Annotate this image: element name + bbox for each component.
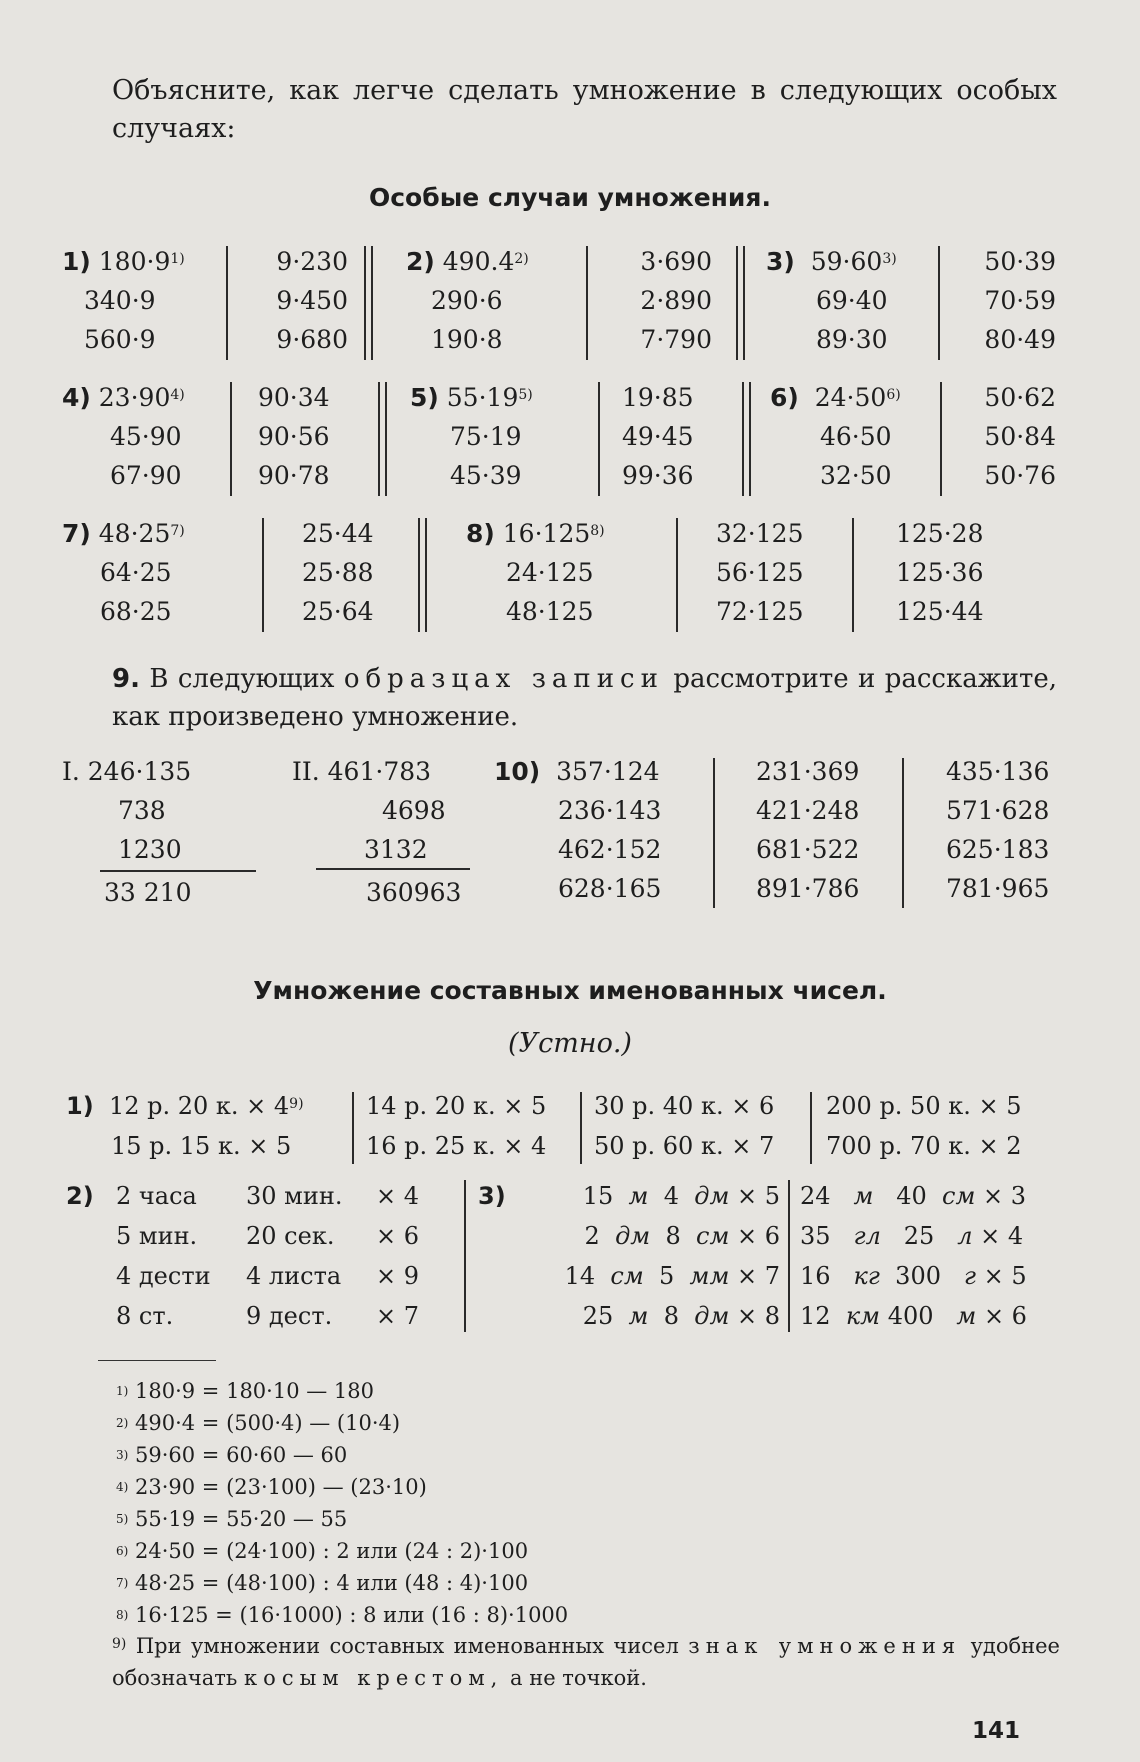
divider (226, 246, 228, 360)
compound-1-col4: 200 р. 50 к. × 5 700 р. 70 к. × 2 (826, 1092, 1022, 1160)
task-10-col2: 231·369 421·248 681·522 891·786 (756, 757, 860, 903)
sample-I: I. 246·135 738 1230 33 210 (62, 757, 192, 907)
group-3-left: 3) $59\cdot 60^{3)}$ 69·40 89·30 (766, 247, 897, 354)
group-8-right: 125·28 125·36 125·44 (896, 519, 984, 626)
group-5-right: 19·85 49·45 99·36 (622, 383, 694, 490)
divider (262, 518, 264, 632)
sample-II: II. 461·783 4698 3132 360963 (292, 757, 462, 907)
footnote-9: $^{9)}$ При умножении составных именованных чисел знак умножения удобнее обозначать косым крестом, а не точкой. (112, 1634, 1060, 1690)
group-6-right: 50·62 50·84 50·76 (984, 383, 1056, 490)
compound-3-label: 3) (478, 1182, 506, 1210)
footnote-rule (98, 1360, 216, 1361)
footnotes (116, 1375, 568, 1631)
footnote-6: $^{6)}$ 24·50 = (24·100) : 2 или (24 : 2)·100 (116, 1539, 529, 1563)
divider (810, 1092, 812, 1164)
divider (940, 382, 942, 496)
compound-1-col1: 1) 12 р. 20 к. × $4^{9)}$ 15 р. 15 к. × 5 (66, 1092, 304, 1160)
divider (713, 758, 715, 908)
double-divider (736, 246, 745, 360)
group-6-left: 6) $24\cdot 50^{6)}$ 46·50 32·50 (770, 383, 901, 490)
divider (598, 382, 600, 496)
group-7-left: 7) $48\cdot 25^{7)}$ 64·25 68·25 (62, 519, 185, 626)
footnote-2: $^{2)}$ 490·4 = (500·4) — (10·4) (116, 1411, 401, 1435)
group-7-right: 25·44 25·88 25·64 (302, 519, 374, 626)
group-8-left: 8) $16\cdot 125^{8)}$ 24·125 48·125 (466, 519, 605, 626)
group-4-right: 90·34 90·56 90·78 (258, 383, 330, 490)
divider (852, 518, 854, 632)
task-10-col1: 10) 357·124 236·143 462·152 628·165 (494, 757, 662, 903)
divider (788, 1180, 790, 1332)
group-5-left: 5) $55\cdot 19^{5)}$ 75·19 45·39 (410, 383, 533, 490)
compound-1-col3: 30 р. 40 к. × 6 50 р. 60 к. × 7 (594, 1092, 775, 1160)
footnote-8: $^{8)}$ 16·125 = (16·1000) : 8 или (16 : 8)·1000 (116, 1603, 569, 1627)
sum-rule (100, 870, 256, 872)
group-1-left: 1) $180\cdot 9^{1)}$ 340·9 560·9 (62, 247, 185, 354)
intro-text: Объясните, как легче сделать умножение в следующих особых случаях: (112, 75, 1057, 144)
task-9-text: 9. В следующих образцах записи рассмотрите и расскажите, как произведено умножение. (112, 664, 1058, 732)
group-4-left: 4) $23\cdot 90^{4)}$ 45·90 67·90 (62, 383, 185, 490)
compound-2: 2) (66, 1182, 94, 1210)
footnote-7: $^{7)}$ 48·25 = (48·100) : 4 или (48 : 4)·100 (116, 1571, 529, 1595)
group-2-right: 3·690 2·890 7·790 (640, 247, 712, 354)
double-divider (364, 246, 373, 360)
footnote-4: $^{4)}$ 23·90 = (23·100) — (23·10) (116, 1475, 427, 1499)
compound-2-rows: 2 часа 30 мин. × 4 5 мин. 20 сек. × 6 4 дести 4 листа × 9 8 ст. 9 дест. × 7 (116, 1182, 420, 1330)
footnote-3: $^{3)}$ 59·60 = 60·60 — 60 (116, 1443, 348, 1467)
double-divider (378, 382, 387, 496)
divider (464, 1180, 466, 1332)
divider (676, 518, 678, 632)
oral-note: (Устно.) (508, 1028, 632, 1059)
section-heading-special-cases: Особые случаи умножения. (368, 183, 771, 212)
compound-3-col1: 15 м 4 дм × 5 2 дм 8 см × 6 14 см 5 мм × 7 25 м 8 дм × 8 (564, 1182, 780, 1330)
double-divider (418, 518, 427, 632)
page-number: 141 (971, 1718, 1020, 1744)
divider (938, 246, 940, 360)
group-2-left: 2) 490.4$^{2)}$ 290·6 190·8 (406, 247, 529, 354)
group-1-right: 9·230 9·450 9·680 (276, 247, 348, 354)
divider (586, 246, 588, 360)
double-divider (742, 382, 751, 496)
divider (902, 758, 904, 908)
compound-3-col2: 24 м 40 см × 3 35 гл 25 л × 4 16 кг 300 г × 5 12 км 400 м × 6 (800, 1182, 1027, 1330)
footnote-5: $^{5)}$ 55·19 = 55·20 — 55 (116, 1507, 348, 1531)
group-3-right: 50·39 70·59 80·49 (984, 247, 1056, 354)
task-10-col3: 435·136 571·628 625·183 781·965 (946, 757, 1050, 903)
section-heading-compound: Умножение составных именованных чисел. (253, 976, 887, 1005)
group-8-mid: 32·125 56·125 72·125 (716, 519, 804, 626)
footnote-1: $^{1)}$ 180·9 = 180·10 — 180 (116, 1379, 374, 1403)
divider (352, 1092, 354, 1164)
divider (230, 382, 232, 496)
divider (580, 1092, 582, 1164)
sum-rule (316, 868, 470, 870)
compound-1-col2: 14 р. 20 к. × 5 16 р. 25 к. × 4 (366, 1092, 547, 1160)
